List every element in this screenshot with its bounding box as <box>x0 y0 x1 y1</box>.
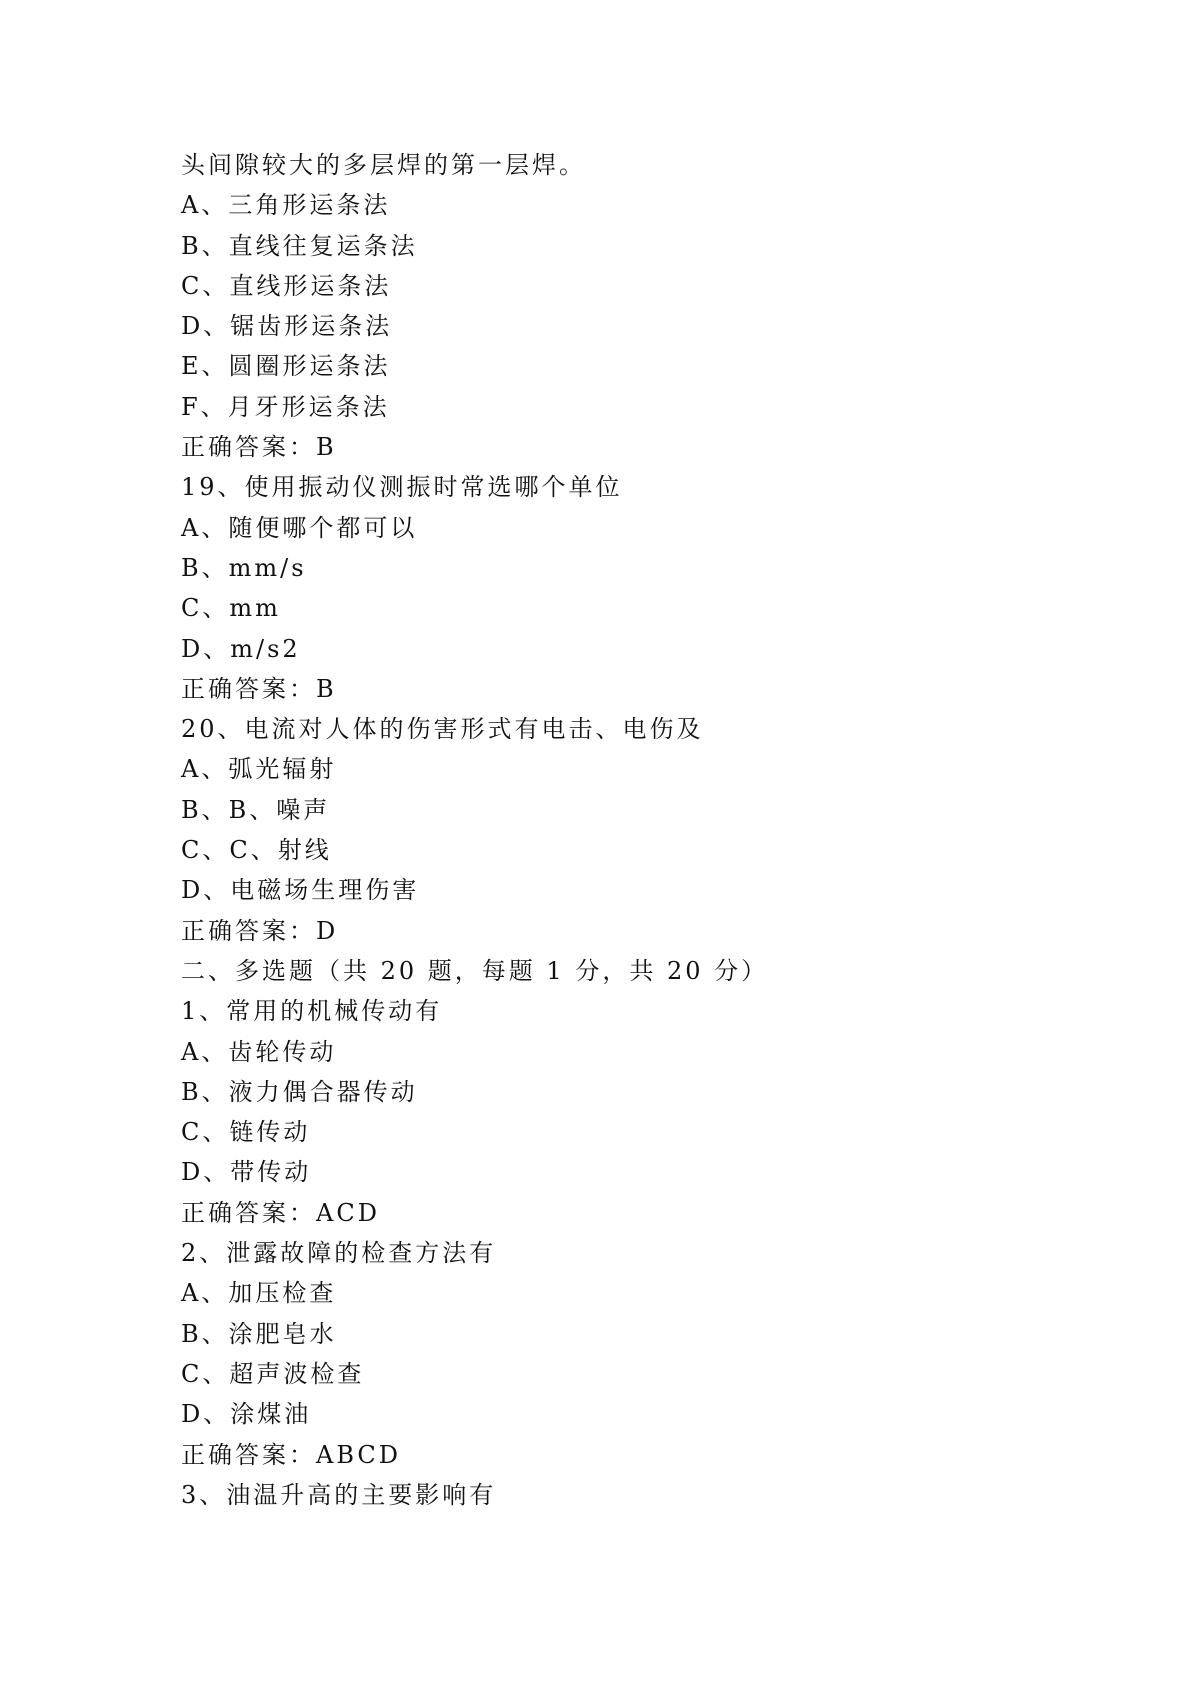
correct-answer: 正确答案：B <box>181 674 337 703</box>
option-e: E、圆圈形运条法 <box>181 352 391 381</box>
option-b: B、B、噪声 <box>181 795 331 824</box>
option-d: D、带传动 <box>181 1158 312 1187</box>
correct-answer: 正确答案：ABCD <box>181 1440 402 1469</box>
option-a: A、随便哪个都可以 <box>181 513 418 542</box>
question-continuation: 头间隙较大的多层焊的第一层焊。 <box>181 151 586 179</box>
option-c: C、超声波检查 <box>181 1359 365 1388</box>
option-d: D、m/s2 <box>181 634 301 663</box>
correct-answer: 正确答案：D <box>181 916 339 945</box>
option-d: D、锯齿形运条法 <box>181 312 393 341</box>
question-3: 3、油温升高的主要影响有 <box>181 1480 497 1509</box>
option-c: C、链传动 <box>181 1118 311 1147</box>
question-1: 1、常用的机械传动有 <box>181 997 443 1026</box>
option-c: C、mm <box>181 594 281 623</box>
correct-answer: 正确答案：B <box>181 433 337 462</box>
option-f: F、月牙形运条法 <box>181 392 390 421</box>
option-c: C、直线形运条法 <box>181 271 392 300</box>
question-20: 20、电流对人体的伤害形式有电击、电伤及 <box>181 715 704 744</box>
option-a: A、弧光辐射 <box>181 755 337 784</box>
option-a: A、齿轮传动 <box>181 1037 337 1066</box>
question-2: 2、泄露故障的检查方法有 <box>181 1239 497 1268</box>
option-b: B、液力偶合器传动 <box>181 1077 418 1106</box>
option-d: D、涂煤油 <box>181 1400 312 1429</box>
option-b: B、直线往复运条法 <box>181 231 418 260</box>
option-a: A、三角形运条法 <box>181 191 391 220</box>
option-a: A、加压检查 <box>181 1279 337 1308</box>
option-b: B、涂肥皂水 <box>181 1319 337 1348</box>
option-d: D、电磁场生理伤害 <box>181 876 420 905</box>
option-c: C、C、射线 <box>181 836 332 865</box>
document-body <box>181 145 1081 1515</box>
section-heading: 二、多选题（共 20 题，每题 1 分，共 20 分） <box>181 956 769 985</box>
option-b: B、mm/s <box>181 553 307 582</box>
correct-answer: 正确答案：ACD <box>181 1198 380 1227</box>
question-19: 19、使用振动仪测振时常选哪个单位 <box>181 473 623 502</box>
